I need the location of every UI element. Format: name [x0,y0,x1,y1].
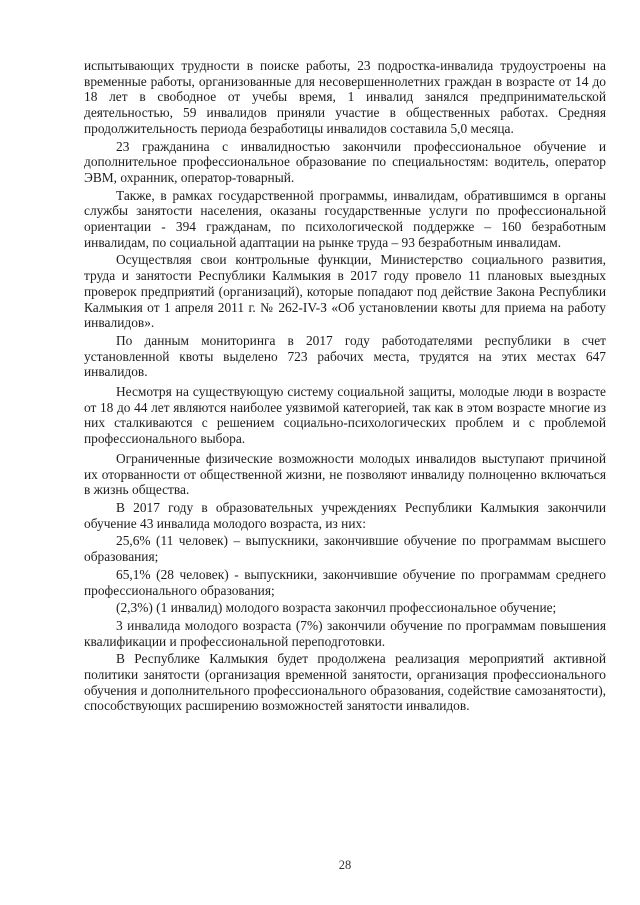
document-body [84,58,606,714]
page-number: 28 [338,858,352,872]
paragraph-inspections: Осуществляя свои контрольные функции, Министерство социального развития, труда и занятости Республики Калмыкия в 2017 году провело 11 плановых выездных проверок предприятий (организаций), которые попадают под действие Закона Республики Калмыкия от 1 апреля 2011 г. № 262-IV-З «Об установлении квоты для приема на работу инвалидов». [84,252,606,331]
paragraph-secondary-vocational: 65,1% (28 человек) - выпускники, закончившие обучение по программам среднего профессионального образования; [84,566,606,598]
paragraph-higher-education: 25,6% (11 человек) – выпускники, закончившие обучение по программам высшего образования; [84,533,606,565]
paragraph-vocational-training: (2,3%) (1 инвалид) молодого возраста закончил профессиональное обучение; [116,600,557,616]
paragraph-physical-limits: Ограниченные физические возможности молодых инвалидов выступают причиной их оторванности от общественной жизни, не позволяют инвалиду полноценно включаться в жизнь общества. [84,450,606,498]
paragraph-quota-monitoring: По данным мониторинга в 2017 году работодателями республики в счет установленной квоты выделено 723 рабочих места, трудятся на этих местах 647 инвалидов. [84,332,606,380]
paragraph-qualification: 3 инвалида молодого возраста (7%) закончили обучение по программам повышения квалификации и профессиональной переподготовки. [84,617,606,649]
paragraph-state-services: Также, в рамках государственной программы, инвалидам, обратившимся в органы службы занятости населения, оказаны государственные услуги по профессиональной ориентации - 394 гражданам, по психологической поддержке – 160 безработным инвалидам, по социальной адаптации на рынке труда – 93 безработным инвалидам. [84,187,606,250]
paragraph-youth-vulnerability: Несмотря на существующую систему социальной защиты, молодые люди в возрасте от 18 до 44 лет являются наиболее уязвимой категорией, так как в этом возрасте многие из них сталкиваются с решением социально-психологических проблем и с проблемой профессионального выбора. [84,384,606,447]
paragraph-training: 23 гражданина с инвалидностью закончили профессиональное обучение и дополнительное профессиональное образование по специальностям: водитель, оператор ЭВМ, охранник, оператор-товарный. [84,138,606,185]
paragraph-employment-stats: испытывающих трудности в поиске работы, 23 подростка-инвалида трудоустроены на временные работы, организованные для несовершеннолетних граждан в возрасте от 14 до 18 лет в свободное от учебы время, 1 инвалид занялся предпринимательской деятельностью, 59 инвалидов приняли участие в общественных работах. Средняя продолжительность периода безработицы инвалидов составила 5,0 месяца. [84,58,606,136]
paragraph-employment-policy: В Республике Калмыкия будет продолжена реализация мероприятий активной политики занятости (организация временной занятости, организация профессионального обучения и дополнительного профессионального образования, содействие самозанятости), способствующих расширению возможностей занятости инвалидов. [84,651,606,714]
paragraph-graduates-intro: В 2017 году в образовательных учреждениях Республики Калмыкия закончили обучение 43 инвалида молодого возраста, из них: [84,499,606,531]
